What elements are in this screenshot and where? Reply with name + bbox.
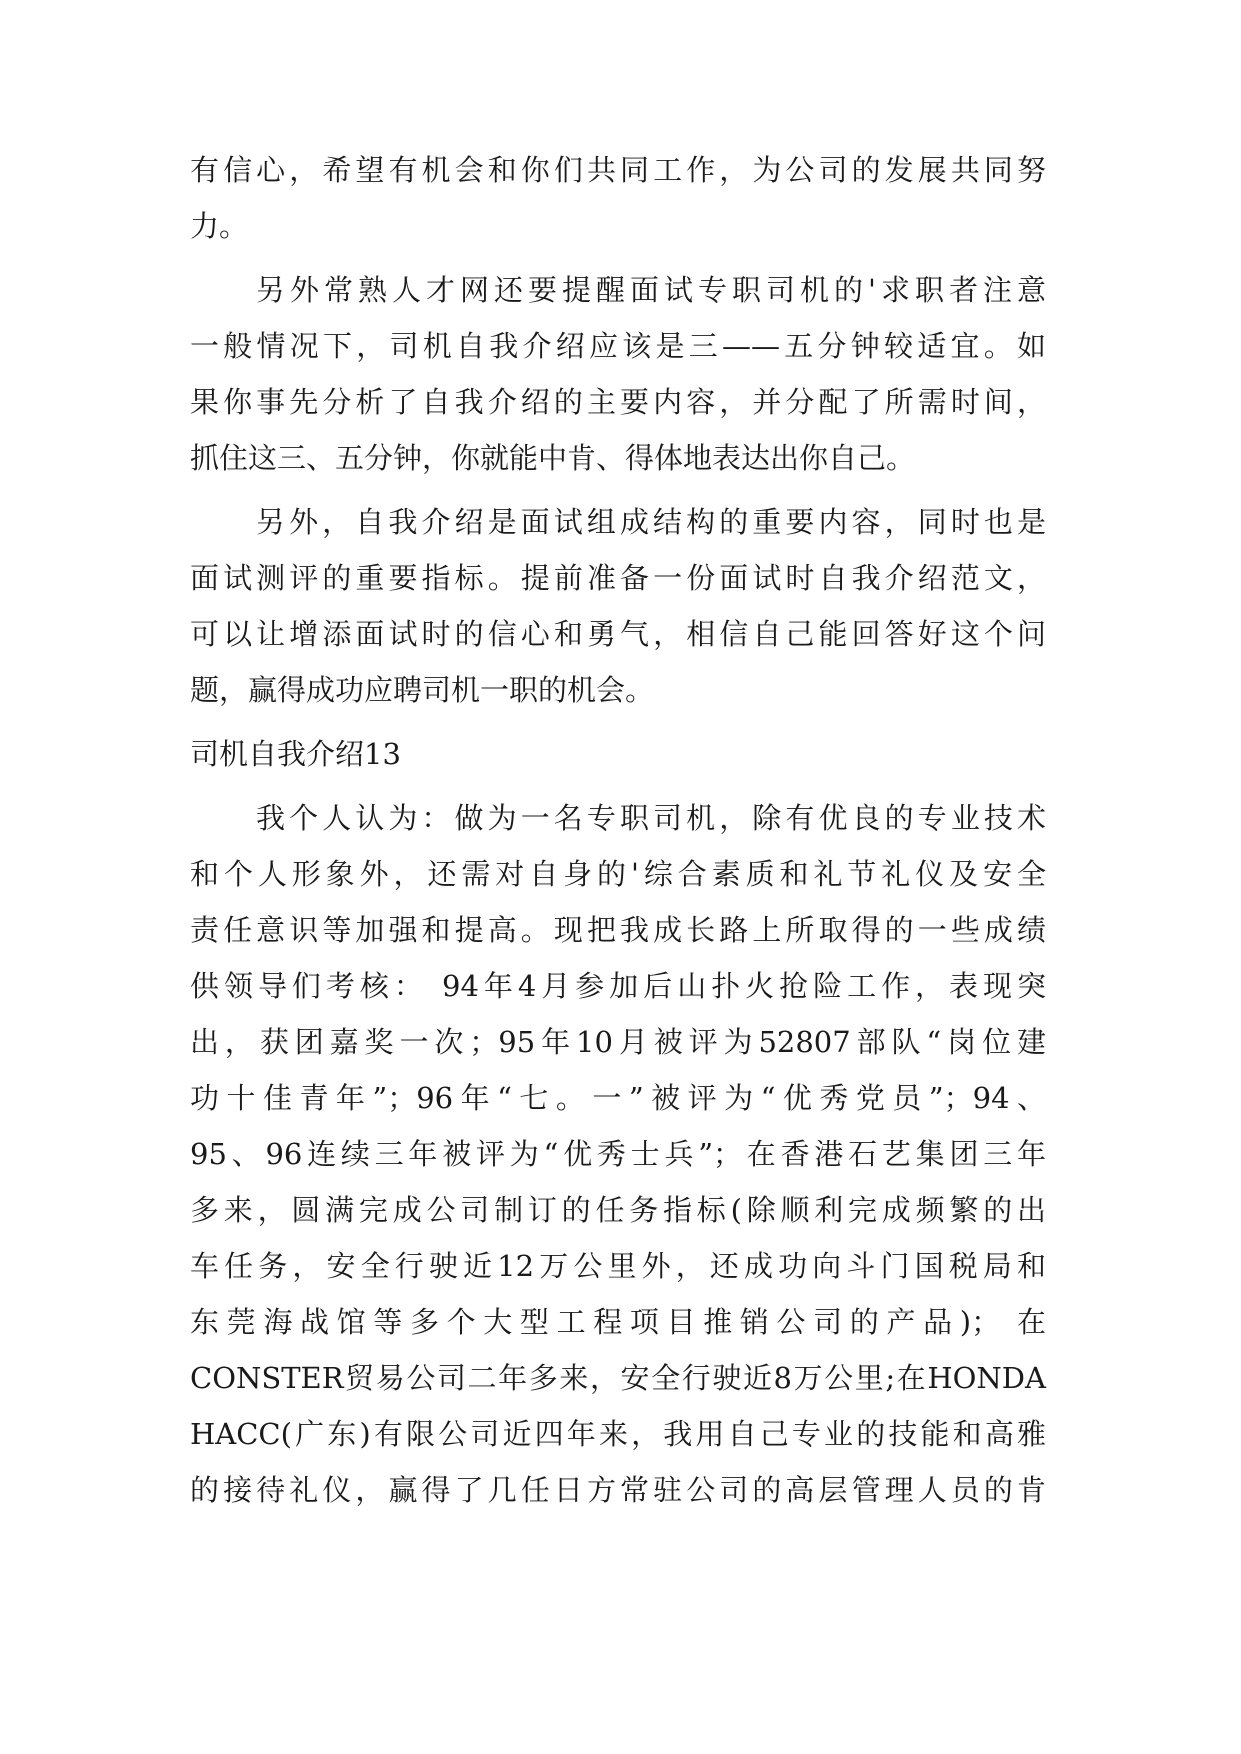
text-line: 面试测评的重要指标。提前准备一份面试时自我介绍范文，	[190, 561, 1046, 595]
text-line: 题，赢得成功应聘司机一职的机会。	[190, 673, 655, 707]
paragraph-first-line: 另外常熟人才网还要提醒面试专职司机的'求职者注意	[256, 273, 1046, 307]
text-line: 果你事先分析了自我介绍的主要内容，并分配了所需时间，	[190, 385, 1046, 419]
paragraph-first-line: 另外，自我介绍是面试组成结构的重要内容，同时也是	[256, 505, 1046, 539]
text-line: 供领导们考核： 94年4月参加后山扑火抢险工作，表现突	[190, 969, 1046, 1003]
text-line: 力。	[190, 209, 249, 243]
text-line: 多来，圆满完成公司制订的任务指标(除顺利完成频繁的出	[190, 1193, 1046, 1227]
text-line: 一般情况下，司机自我介绍应该是三——五分钟较适宜。如	[190, 329, 1046, 363]
text-line: 的接待礼仪，赢得了几任日方常驻公司的高层管理人员的肯	[190, 1473, 1046, 1507]
paragraph-first-line: 我个人认为：做为一名专职司机，除有优良的专业技术	[256, 801, 1046, 835]
text-line: 和个人形象外，还需对自身的'综合素质和礼节礼仪及安全	[190, 857, 1046, 891]
text-line: 责任意识等加强和提高。现把我成长路上所取得的一些成绩	[190, 913, 1046, 947]
text-line: 95、96连续三年被评为“优秀士兵”；在香港石艺集团三年	[190, 1137, 1046, 1171]
text-line: 可以让增添面试时的信心和勇气，相信自己能回答好这个问	[190, 617, 1046, 651]
text-line: 东莞海战馆等多个大型工程项目推销公司的产品)； 在	[190, 1305, 1046, 1339]
text-line: 功十佳青年”；96年“七。一”被评为“优秀党员”；94、	[190, 1081, 1046, 1115]
section-heading: 司机自我介绍13	[190, 737, 401, 771]
text-line: 有信心，希望有机会和你们共同工作，为公司的发展共同努	[190, 153, 1046, 187]
text-line: 出，获团嘉奖一次；95年10月被评为52807部队“岗位建	[190, 1025, 1046, 1059]
text-line: 车任务，安全行驶近12万公里外，还成功向斗门国税局和	[190, 1249, 1046, 1283]
text-line: 抓住这三、五分钟，你就能中肯、得体地表达出你自己。	[190, 441, 916, 475]
text-line: CONSTER贸易公司二年多来，安全行驶近8万公里;在HONDA	[190, 1361, 1046, 1395]
text-line: HACC(广东)有限公司近四年来，我用自己专业的技能和高雅	[190, 1417, 1046, 1451]
